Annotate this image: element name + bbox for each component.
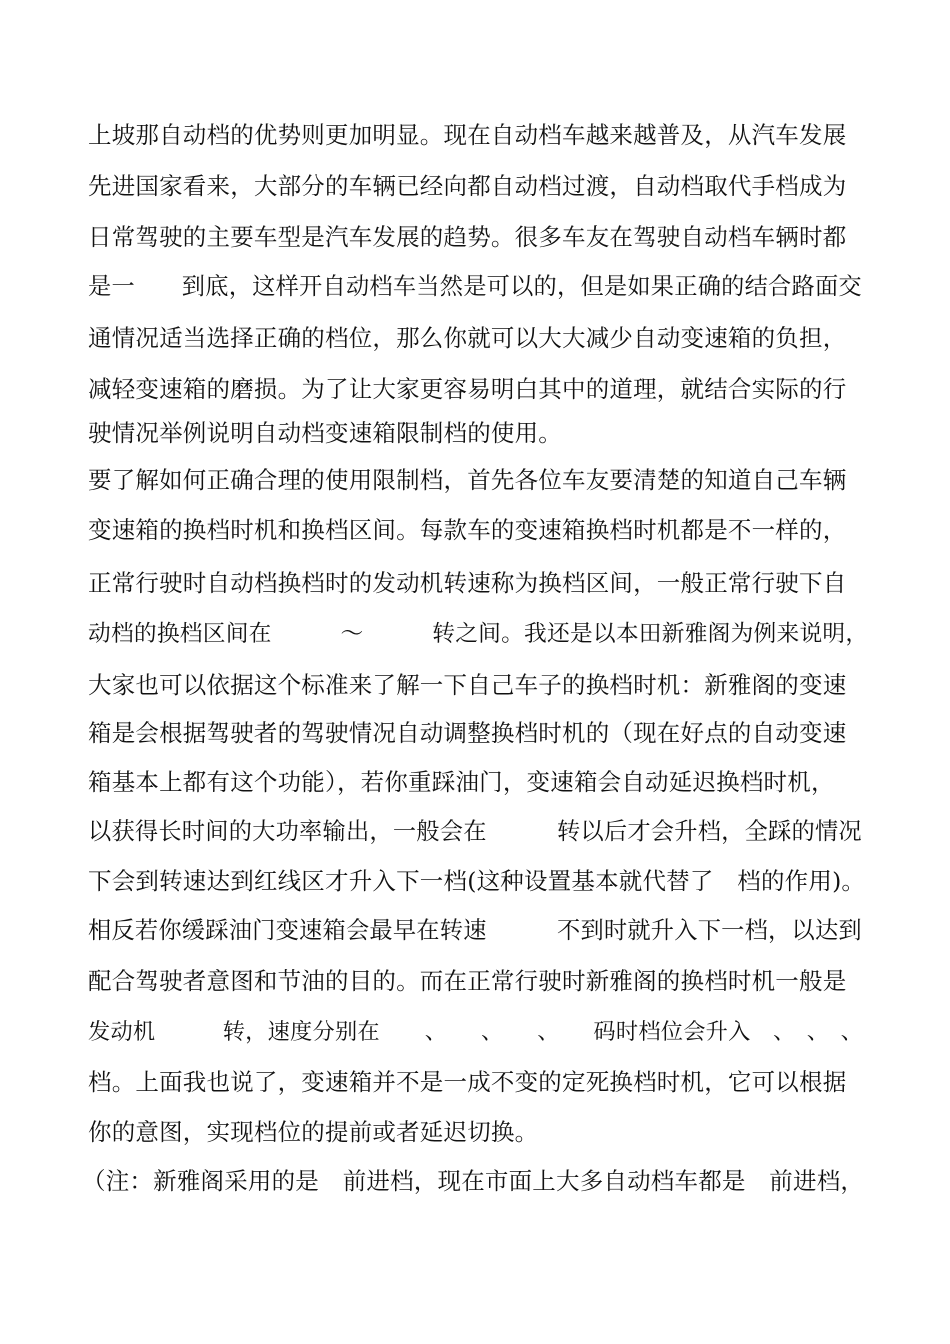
text-line: 减轻变速箱的磨损。为了让大家更容易明白其中的道理，就结合实际的行: [88, 375, 847, 403]
text-line: 下会到转速达到红线区才升入下一档(这种设置基本就代替了 档的作用)。: [88, 867, 866, 895]
text-line: 你的意图，实现档位的提前或者延迟切换。: [88, 1118, 539, 1146]
text-line: 配合驾驶者意图和节油的目的。而在正常行驶时新雅阁的换档时机一般是: [88, 967, 847, 995]
text-line: （注：新雅阁采用的是 前进档，现在市面上大多自动档车都是 前进档，: [82, 1167, 865, 1195]
text-line: 相反若你缓踩油门变速箱会最早在转速 不到时就升入下一档，以达到: [88, 917, 862, 944]
text-line: 是一 到底，这样开自动档车当然是可以的，但是如果正确的结合路面交: [88, 273, 862, 300]
text-line: 大家也可以依据这个标准来了解一下自己车子的换档时机：新雅阁的变速: [88, 671, 847, 699]
text-line: 档。上面我也说了，变速箱并不是一成不变的定死换档时机，它可以根据: [88, 1068, 847, 1096]
text-line: 箱基本上都有这个功能），若你重踩油门，变速箱会自动延迟换档时机，: [88, 768, 835, 796]
text-line: 箱是会根据驾驶者的驾驶情况自动调整换档时机的（现在好点的自动变速: [88, 719, 847, 747]
text-line: 以获得长时间的大功率输出，一般会在 转以后才会升档，全踩的情况: [88, 818, 862, 845]
text-line: 先进国家看来，大部分的车辆已经向都自动档过渡，自动档取代手档成为: [88, 172, 847, 200]
text-line: 上坡那自动档的优势则更加明显。现在自动档车越来越普及，从汽车发展: [88, 121, 847, 149]
text-line: 驶情况举例说明自动档变速箱限制档的使用。: [88, 419, 562, 447]
text-line: 要了解如何正确合理的使用限制档，首先各位车友要清楚的知道自己车辆: [88, 466, 847, 494]
text-line: 动档的换档区间在 ～ 转之间。我还是以本田新雅阁为例来说明，: [88, 621, 869, 647]
text-line: 正常行驶时自动档换档时的发动机转速称为换档区间，一般正常行驶下自: [88, 569, 847, 597]
text-line: 变速箱的换档时机和换档区间。每款车的变速箱换档时机都是不一样的，: [88, 516, 847, 544]
text-line: 通情况适当选择正确的档位，那么你就可以大大减少自动变速箱的负担，: [88, 324, 847, 352]
text-line: 日常驾驶的主要车型是汽车发展的趋势。很多车友在驾驶自动档车辆时都: [88, 223, 847, 251]
text-line: 发动机 转，速度分别在 、 、 、 码时档位会升入 、 、 、: [88, 1019, 864, 1045]
